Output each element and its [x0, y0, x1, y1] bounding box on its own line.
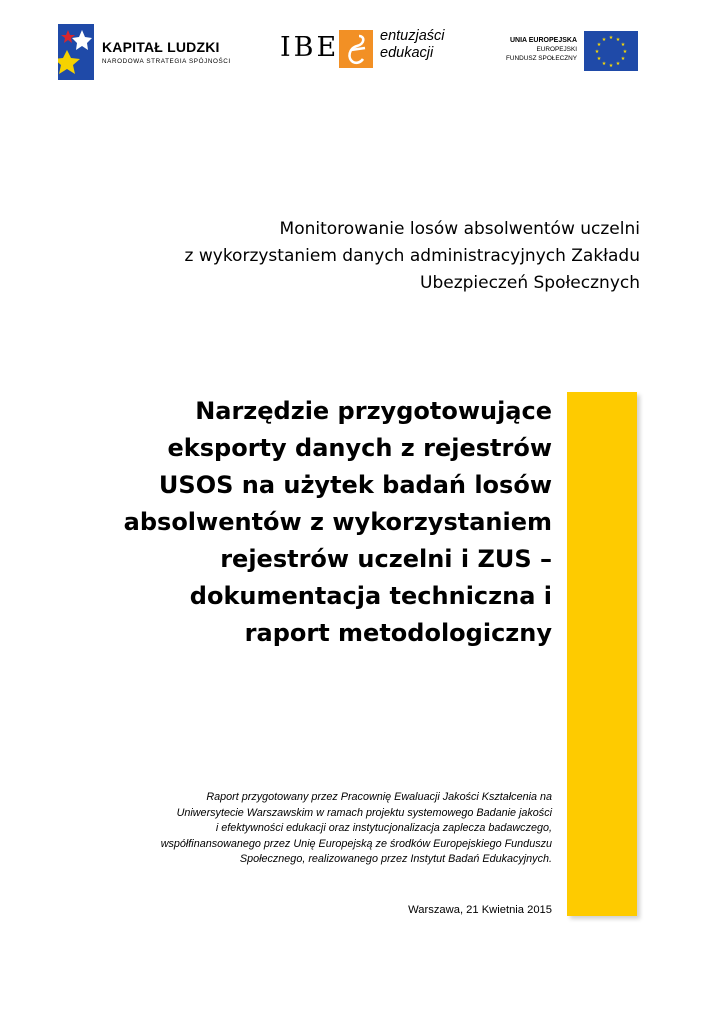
title-line: absolwentów z wykorzystaniem: [123, 508, 552, 536]
svg-text:★: ★: [596, 56, 602, 62]
svg-text:★: ★: [608, 63, 614, 69]
subtitle-line: z wykorzystaniem danych administracyjnych Zakładu: [184, 246, 640, 266]
kapital-ludzki-logo: [58, 22, 238, 82]
ibe-tagline: [380, 28, 444, 62]
eu-text: [506, 36, 577, 63]
title-line: raport metodologiczny: [244, 619, 552, 647]
publication-date: Warszawa, 21 Kwietnia 2015: [408, 904, 552, 916]
accent-bar: [567, 392, 637, 916]
svg-text:★: ★: [620, 56, 626, 62]
svg-text:★: ★: [601, 37, 607, 43]
title-line: dokumentacja techniczna i: [189, 582, 552, 610]
ibe-tagline-line2: edukacji: [380, 45, 434, 61]
report-description: [92, 790, 552, 868]
kapital-ludzki-logo-icon: [58, 24, 94, 80]
description-line: współfinansowanego przez Unię Europejską ze środków Europejskiego Funduszu: [160, 837, 552, 850]
eu-flag-icon: [584, 31, 638, 71]
title-line: rejestrów uczelni i ZUS –: [220, 545, 552, 573]
svg-text:★: ★: [615, 37, 621, 43]
description-line: i efektywności edukacji oraz instytucjonalizacja zaplecza badawczego,: [215, 822, 552, 834]
svg-text:★: ★: [622, 49, 628, 55]
description-line: Uniwersytecie Warszawskim w ramach projektu systemowego Badanie jakości: [176, 806, 552, 819]
subtitle-line: Ubezpieczeń Społecznych: [420, 273, 640, 293]
ibe-tagline-line1: entuzjaści: [380, 28, 445, 44]
svg-text:★: ★: [608, 35, 614, 41]
svg-text:★: ★: [596, 42, 602, 48]
eu-text-line1: UNIA EUROPEJSKA: [509, 37, 577, 44]
title-line: eksporty danych z rejestrów: [167, 434, 552, 462]
eu-text-line3: FUNDUSZ SPOŁECZNY: [505, 55, 577, 62]
ibe-logo-icon: [339, 30, 373, 68]
document-title: [82, 393, 552, 652]
description-line: Społecznego, realizowanego przez Instytut Badań Edukacyjnych.: [239, 853, 552, 865]
title-line: Narzędzie przygotowujące: [195, 397, 552, 425]
eu-text-line2: EUROPEJSKI: [536, 46, 577, 53]
title-line: USOS na użytek badań losów: [158, 471, 552, 499]
description-line: Raport przygotowany przez Pracownię Ewaluacji Jakości Kształcenia na: [206, 791, 552, 803]
report-subtitle: [120, 216, 640, 297]
eu-logo: [483, 31, 643, 73]
svg-text:★: ★: [620, 42, 626, 48]
kapital-ludzki-subtitle: NARODOWA STRATEGIA SPÓJNOŚCI: [102, 58, 231, 65]
svg-text:★: ★: [601, 61, 607, 67]
ibe-logo: [280, 28, 460, 78]
subtitle-line: Monitorowanie losów absolwentów uczelni: [279, 219, 640, 239]
kapital-ludzki-title: KAPITAŁ LUDZKI: [102, 39, 220, 55]
svg-text:★: ★: [594, 49, 600, 55]
svg-text:★: ★: [615, 61, 621, 67]
ibe-mark-text: IBE: [280, 32, 340, 63]
